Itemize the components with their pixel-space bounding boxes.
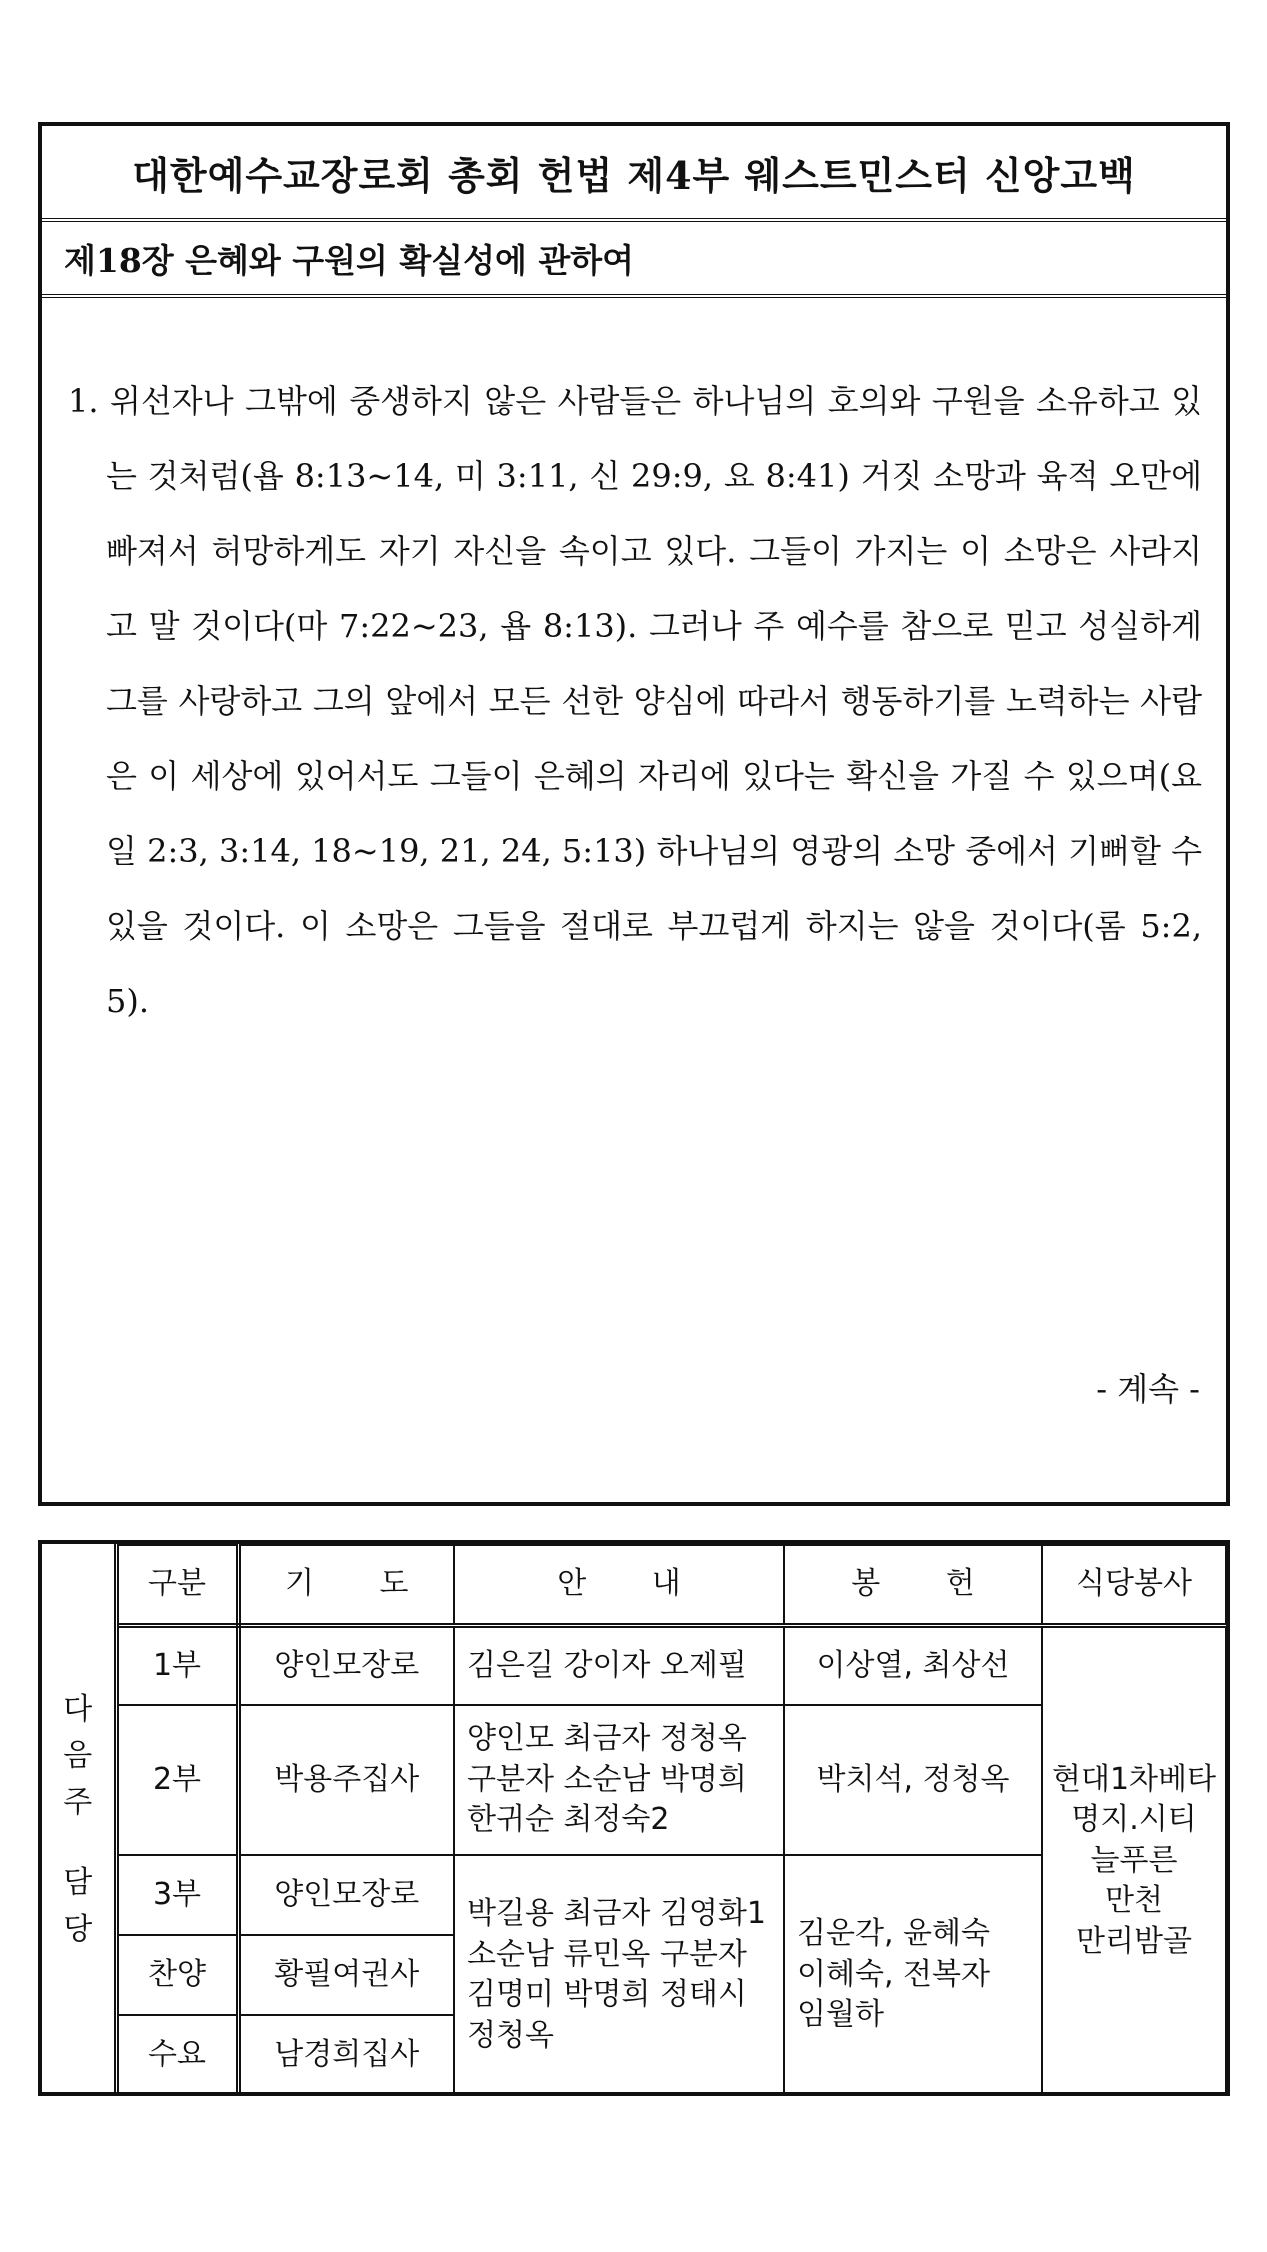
offering-line: 임월하	[797, 1997, 884, 2033]
chapter-heading: 제18장 은혜와 구원의 확실성에 관하여	[64, 240, 635, 280]
confession-box	[38, 122, 1230, 1506]
side-char: 담	[63, 1865, 93, 1901]
side-char: 당	[63, 1911, 93, 1947]
usher-line: 한귀순 최정숙2	[467, 1802, 670, 1838]
division-cell: 2부	[116, 1705, 238, 1855]
prayer-cell: 양인모장로	[238, 1855, 454, 1935]
usher-line: 박길용 최금자 김영화1	[467, 1896, 766, 1931]
paragraph-1: 1. 위선자나 그밖에 중생하지 않은 사람들은 하나님의 호의와 구원을 소유하고 있는 것처럼(욥 8:13~14, 미 3:11, 신 29:9, 요 8:41) 거짓 소망과 육적 오만에 빠져서 허망하게도 자기 자신을 속이고 있다. 그들이 가지는 이 소망은 사라지고 말 것이다(마 7:22~23, 욥 8:13). 그러나 주 예수를 참으로 믿고 성실하게 그를 사랑하고 그의 앞에서 모든 선한 양심에 따라서 행동하기를 노력하는 사람은 이 세상에 있어서도 그들이 은혜의 자리에 있다는 확신을 가질 수 있으며(요일 2:3, 3:14, 18~19, 21, 24, 5:13) 하나님의 영광의 소망 중에서 기뻐할 수 있을 것이다. 이 소망은 그들을 절대로 부끄럽게 하지는 않을 것이다(롬 5:2, 5).	[68, 382, 1202, 1020]
kitchen-line: 현대1차베타	[1052, 1761, 1216, 1797]
kitchen-line: 만천	[1105, 1883, 1163, 1918]
offering-line: 이혜숙, 전복자	[797, 1956, 990, 1992]
division-cell: 1부	[116, 1625, 238, 1705]
confession-title: 대한예수교장로회 총회 헌법 제4부 웨스트민스터 신앙고백	[132, 152, 1136, 198]
usher-line: 소순남 류민옥 구분자	[467, 1936, 747, 1972]
side-label-next-week-duty	[42, 1545, 116, 2095]
confession-title-row	[42, 126, 1226, 222]
offering-cell	[784, 1855, 1042, 2095]
side-char: 다	[63, 1691, 93, 1727]
offering-cell: 이상열, 최상선	[784, 1625, 1042, 1705]
prayer-cell: 박용주집사	[238, 1705, 454, 1855]
confession-body	[42, 298, 1226, 1039]
usher-line: 김명미 박명희 정태시	[467, 1977, 747, 2012]
usher-line: 구분자 소순남 박명희	[467, 1761, 747, 1797]
header-kitchen: 식당봉사	[1042, 1545, 1226, 1625]
prayer-cell: 남경희집사	[238, 2015, 454, 2095]
side-char: 음	[63, 1738, 93, 1774]
usher-line: 양인모 최금자 정청옥	[467, 1721, 747, 1757]
header-division: 구분	[116, 1545, 238, 1625]
division-cell: 수요	[116, 2015, 238, 2095]
continued-note: - 계속 -	[1096, 1370, 1200, 1408]
duty-table	[42, 1544, 1227, 2096]
chapter-heading-row	[42, 222, 1226, 298]
division-cell: 3부	[116, 1855, 238, 1935]
prayer-cell: 양인모장로	[238, 1625, 454, 1705]
kitchen-cell	[1042, 1625, 1226, 2095]
usher-cell	[454, 1855, 784, 2095]
offering-cell: 박치석, 정청옥	[784, 1705, 1042, 1855]
next-week-duty-table	[38, 1540, 1230, 2096]
usher-line: 정청옥	[467, 2017, 554, 2053]
kitchen-line: 만리밤골	[1076, 1923, 1192, 1959]
side-char: 주	[63, 1784, 93, 1820]
header-offering: 봉 헌	[784, 1545, 1042, 1625]
offering-line: 김운각, 윤혜숙	[797, 1916, 990, 1952]
usher-cell: 김은길 강이자 오제필	[454, 1625, 784, 1705]
kitchen-line: 늘푸른	[1090, 1842, 1178, 1878]
header-prayer: 기 도	[238, 1545, 454, 1625]
table-row	[42, 1625, 1226, 1705]
prayer-cell: 황필여권사	[238, 1935, 454, 2015]
kitchen-line: 명지.시티	[1071, 1802, 1197, 1837]
usher-cell	[454, 1705, 784, 1855]
header-usher: 안 내	[454, 1545, 784, 1625]
division-cell: 찬양	[116, 1935, 238, 2015]
